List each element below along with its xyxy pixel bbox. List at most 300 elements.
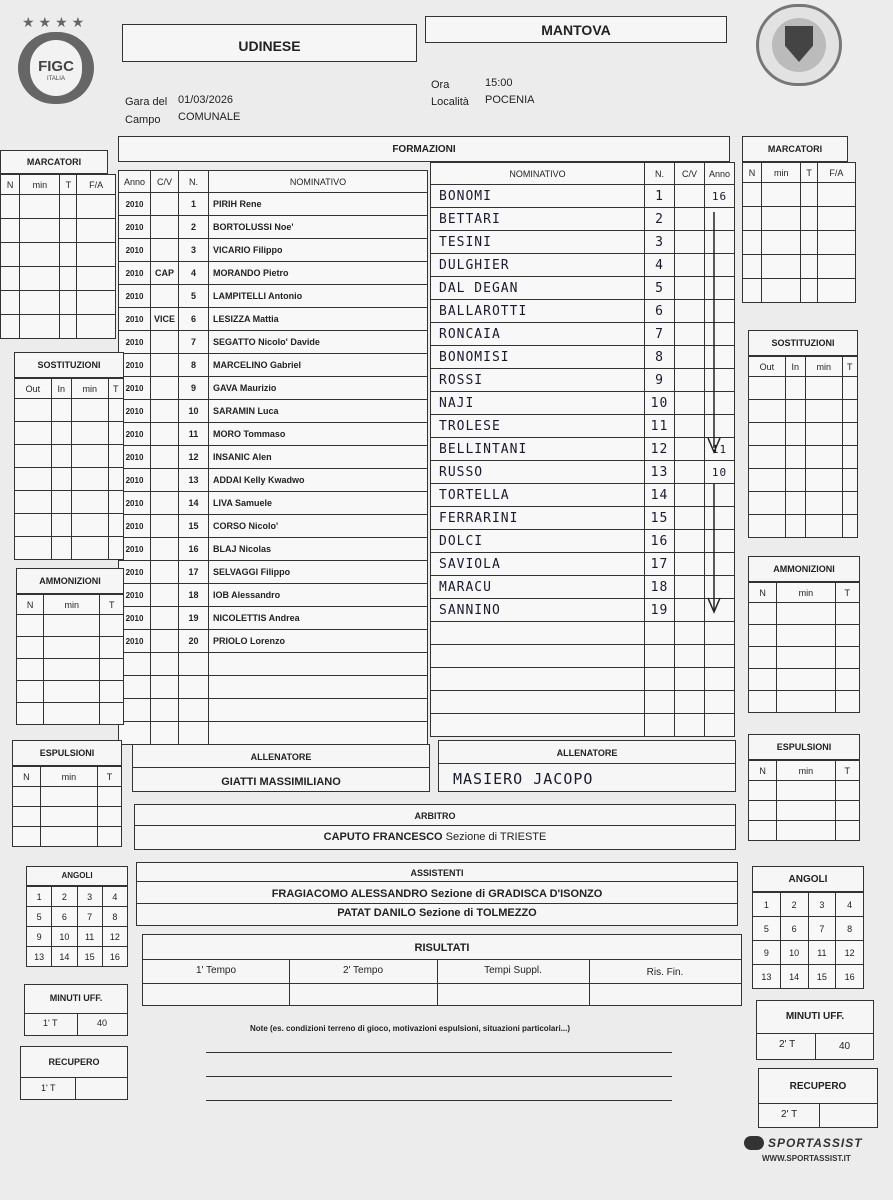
number-cell: 4 bbox=[179, 262, 209, 285]
col-header: Out bbox=[749, 357, 786, 377]
table-row bbox=[431, 668, 735, 691]
corner-cell: 13 bbox=[27, 947, 52, 967]
cv-cell bbox=[151, 492, 179, 515]
angoli-title: ANGOLI bbox=[788, 874, 828, 885]
cv-cell bbox=[151, 216, 179, 239]
table-row bbox=[431, 461, 735, 484]
sportassist-logo-icon bbox=[744, 1136, 764, 1150]
table-row bbox=[1, 219, 116, 243]
player-name-cell: MARACU bbox=[431, 576, 645, 599]
corner-cell: 7 bbox=[77, 907, 102, 927]
number-cell: 12 bbox=[179, 446, 209, 469]
away-team-name: MANTOVA bbox=[541, 22, 611, 38]
col-header: F/A bbox=[817, 163, 855, 183]
number-cell: 17 bbox=[645, 553, 675, 576]
number-cell: 18 bbox=[645, 576, 675, 599]
recupero-tempo: 2' T bbox=[781, 1109, 798, 1120]
formazioni-header bbox=[118, 136, 730, 162]
number-cell: 1 bbox=[645, 185, 675, 208]
col-header: T bbox=[108, 379, 123, 399]
anno-cell: 2010 bbox=[119, 423, 151, 446]
number-cell: 14 bbox=[179, 492, 209, 515]
col-header: min bbox=[44, 595, 100, 615]
table-row bbox=[119, 193, 428, 216]
table-row bbox=[119, 423, 428, 446]
number-cell: 15 bbox=[645, 507, 675, 530]
gara-value: 01/03/2026 bbox=[178, 94, 234, 106]
player-name-cell: LESIZZA Mattia bbox=[209, 308, 428, 331]
note-line bbox=[206, 1076, 672, 1077]
number-cell: 9 bbox=[179, 377, 209, 400]
table-row bbox=[17, 681, 124, 703]
marcatori-title: MARCATORI bbox=[767, 144, 823, 154]
figc-logo-text: FIGC bbox=[38, 58, 74, 75]
table-row bbox=[13, 827, 122, 847]
arrow-down-icon bbox=[700, 198, 730, 618]
number-cell: 13 bbox=[179, 469, 209, 492]
number-cell: 12 bbox=[645, 438, 675, 461]
player-name-cell: ROSSI bbox=[431, 369, 645, 392]
number-cell: 10 bbox=[179, 400, 209, 423]
anno-cell: 2010 bbox=[119, 584, 151, 607]
player-name-cell: NICOLETTIS Andrea bbox=[209, 607, 428, 630]
corner-cell: 14 bbox=[52, 947, 77, 967]
table-row bbox=[119, 331, 428, 354]
gara-label: Gara del bbox=[125, 96, 168, 108]
player-name-cell: SELVAGGI Filippo bbox=[209, 561, 428, 584]
table-row bbox=[27, 907, 128, 927]
cv-cell bbox=[151, 377, 179, 400]
marcatori-right-title-box bbox=[742, 136, 848, 162]
table-row bbox=[431, 277, 735, 300]
table-row bbox=[749, 377, 858, 400]
corner-cell: 15 bbox=[77, 947, 102, 967]
number-cell: 8 bbox=[645, 346, 675, 369]
col-header: min bbox=[777, 761, 835, 781]
assistente-1-name: FRAGIACOMO ALESSANDRO bbox=[271, 888, 428, 900]
espulsioni-right-table bbox=[748, 760, 860, 841]
ammonizioni-left-table bbox=[16, 594, 124, 725]
star-icons: ★★★★ bbox=[22, 14, 89, 30]
risultati-col-2: 2' Tempo bbox=[342, 965, 384, 976]
table-row bbox=[749, 446, 858, 469]
number-cell: 11 bbox=[645, 415, 675, 438]
player-name-cell: BONOMI bbox=[431, 185, 645, 208]
table-row bbox=[743, 207, 856, 231]
cv-cell bbox=[151, 607, 179, 630]
cv-cell bbox=[151, 354, 179, 377]
table-row bbox=[431, 231, 735, 254]
col-header: T bbox=[835, 761, 859, 781]
table-row bbox=[15, 445, 124, 468]
table-row bbox=[431, 553, 735, 576]
espulsioni-title: ESPULSIONI bbox=[39, 748, 95, 758]
cv-cell: VICE bbox=[151, 308, 179, 331]
table-row bbox=[13, 787, 122, 807]
minuti-uff-tempo: 1' T bbox=[43, 1018, 58, 1028]
col-header: min bbox=[777, 583, 835, 603]
player-name-cell: BELLINTANI bbox=[431, 438, 645, 461]
anno-cell: 16 bbox=[705, 185, 735, 208]
ammonizioni-right-table bbox=[748, 582, 860, 713]
col-cv: C/V bbox=[151, 171, 179, 193]
table-row bbox=[431, 484, 735, 507]
col-header: T bbox=[842, 357, 857, 377]
col-header: N bbox=[1, 175, 20, 195]
col-header: N bbox=[749, 761, 777, 781]
table-row bbox=[15, 468, 124, 491]
number-cell: 8 bbox=[179, 354, 209, 377]
table-row bbox=[431, 576, 735, 599]
table-row bbox=[431, 530, 735, 553]
number-cell: 7 bbox=[645, 323, 675, 346]
player-name-cell: MARCELINO Gabriel bbox=[209, 354, 428, 377]
sostituzioni-title: SOSTITUZIONI bbox=[37, 360, 101, 370]
player-name-cell: DULGHIER bbox=[431, 254, 645, 277]
anno-cell: 2010 bbox=[119, 308, 151, 331]
header-row bbox=[13, 767, 122, 787]
anno-cell: 11 bbox=[705, 438, 735, 461]
number-cell: 18 bbox=[179, 584, 209, 607]
number-cell: 20 bbox=[179, 630, 209, 653]
table-row bbox=[27, 887, 128, 907]
allenatore-label: ALLENATORE bbox=[556, 748, 618, 758]
number-cell: 16 bbox=[179, 538, 209, 561]
minuti-uff-title: MINUTI UFF. bbox=[785, 1011, 845, 1022]
table-row bbox=[119, 239, 428, 262]
col-header: T bbox=[100, 595, 124, 615]
header-row bbox=[743, 163, 856, 183]
player-name-cell: LAMPITELLI Antonio bbox=[209, 285, 428, 308]
minuti-uff-title: MINUTI UFF. bbox=[49, 993, 103, 1003]
anno-cell: 2010 bbox=[119, 354, 151, 377]
col-header: min bbox=[20, 175, 60, 195]
col-header: min bbox=[40, 767, 97, 787]
anno-cell: 2010 bbox=[119, 331, 151, 354]
table-row bbox=[119, 538, 428, 561]
number-cell: 10 bbox=[645, 392, 675, 415]
sostituzioni-left-table bbox=[14, 378, 124, 560]
table-row bbox=[431, 622, 735, 645]
table-row bbox=[431, 507, 735, 530]
number-cell: 17 bbox=[179, 561, 209, 584]
table-row bbox=[15, 491, 124, 514]
table-row bbox=[119, 515, 428, 538]
table-row bbox=[27, 947, 128, 967]
risultati-col-1: 1' Tempo bbox=[195, 965, 237, 976]
risultati-box bbox=[142, 934, 742, 1006]
away-coach-box bbox=[438, 740, 736, 792]
corner-cell: 2 bbox=[52, 887, 77, 907]
table-row bbox=[753, 965, 864, 989]
corner-cell: 3 bbox=[808, 893, 836, 917]
table-row bbox=[749, 400, 858, 423]
away-coach-name: MASIERO JACOPO bbox=[453, 770, 594, 788]
table-row bbox=[431, 691, 735, 714]
number-cell: 1 bbox=[179, 193, 209, 216]
col-n: N. bbox=[179, 171, 209, 193]
col-header: min bbox=[762, 163, 801, 183]
cv-cell: CAP bbox=[151, 262, 179, 285]
anno-cell: 2010 bbox=[119, 216, 151, 239]
angoli-title: ANGOLI bbox=[61, 871, 93, 880]
number-cell: 2 bbox=[645, 208, 675, 231]
table-row bbox=[431, 415, 735, 438]
table-row bbox=[119, 630, 428, 653]
corner-cell: 6 bbox=[52, 907, 77, 927]
recupero-tempo: 1' T bbox=[41, 1083, 56, 1093]
player-name-cell: PRIOLO Lorenzo bbox=[209, 630, 428, 653]
table-row bbox=[431, 300, 735, 323]
anno-cell: 2010 bbox=[119, 561, 151, 584]
table-row bbox=[119, 262, 428, 285]
corner-cell: 2 bbox=[780, 893, 808, 917]
marcatori-left-title-box bbox=[0, 150, 108, 174]
number-cell: 5 bbox=[645, 277, 675, 300]
espulsioni-right-title-box bbox=[748, 734, 860, 760]
player-name-cell: NAJI bbox=[431, 392, 645, 415]
table-row bbox=[119, 216, 428, 239]
angoli-right-table bbox=[752, 892, 864, 989]
home-coach-name: GIATTI MASSIMILIANO bbox=[221, 776, 341, 788]
col-anno: Anno bbox=[705, 163, 735, 185]
anno-cell: 2010 bbox=[119, 400, 151, 423]
risultati-title: RISULTATI bbox=[414, 942, 470, 954]
table-row bbox=[17, 659, 124, 681]
table-row bbox=[1, 195, 116, 219]
player-name-cell: INSANIC Alen bbox=[209, 446, 428, 469]
angoli-left-table bbox=[26, 886, 128, 967]
table-row bbox=[27, 927, 128, 947]
player-name-cell: RONCAIA bbox=[431, 323, 645, 346]
corner-cell: 1 bbox=[753, 893, 781, 917]
table-row bbox=[1, 267, 116, 291]
corner-cell: 12 bbox=[102, 927, 127, 947]
table-row bbox=[431, 208, 735, 231]
number-cell: 4 bbox=[645, 254, 675, 277]
assistenti-box bbox=[136, 862, 738, 926]
col-nominativo: NOMINATIVO bbox=[209, 171, 428, 193]
assistenti-title: ASSISTENTI bbox=[410, 868, 464, 878]
header-row bbox=[15, 379, 124, 399]
corner-cell: 4 bbox=[102, 887, 127, 907]
ammonizioni-right-title-box bbox=[748, 556, 860, 582]
number-cell: 19 bbox=[645, 599, 675, 622]
table-row bbox=[753, 893, 864, 917]
table-row bbox=[1, 315, 116, 339]
formazioni-title: FORMAZIONI bbox=[392, 144, 456, 155]
corner-cell: 9 bbox=[753, 941, 781, 965]
player-name-cell: TORTELLA bbox=[431, 484, 645, 507]
away-lineup-table bbox=[430, 162, 735, 737]
anno-cell: 10 bbox=[705, 461, 735, 484]
table-row bbox=[15, 514, 124, 537]
assistente-1-sezione: Sezione di GRADISCA D'ISONZO bbox=[430, 888, 603, 900]
espulsioni-left-table bbox=[12, 766, 122, 847]
campo-label: Campo bbox=[125, 114, 161, 126]
table-row bbox=[749, 492, 858, 515]
player-name-cell: SEGATTO Nicolo' Davide bbox=[209, 331, 428, 354]
col-header: T bbox=[97, 767, 121, 787]
risultati-col-4: Ris. Fin. bbox=[646, 967, 684, 978]
ammonizioni-title: AMMONIZIONI bbox=[39, 576, 101, 586]
anno-cell: 2010 bbox=[119, 469, 151, 492]
table-row bbox=[119, 676, 428, 699]
col-header: T bbox=[60, 175, 77, 195]
corner-cell: 12 bbox=[836, 941, 864, 965]
number-cell: 6 bbox=[645, 300, 675, 323]
player-name-cell: SAVIOLA bbox=[431, 553, 645, 576]
table-row bbox=[15, 399, 124, 422]
number-cell: 3 bbox=[645, 231, 675, 254]
allenatore-label: ALLENATORE bbox=[250, 752, 312, 762]
player-name-cell: DAL DEGAN bbox=[431, 277, 645, 300]
header-row bbox=[749, 761, 860, 781]
recupero-right-box bbox=[758, 1068, 878, 1128]
player-name-cell: BALLAROTTI bbox=[431, 300, 645, 323]
table-row bbox=[743, 231, 856, 255]
table-row bbox=[749, 423, 858, 446]
arbitro-title: ARBITRO bbox=[414, 811, 456, 821]
figc-logo-subtext: ITALIA bbox=[47, 76, 65, 82]
player-name-cell: TESINI bbox=[431, 231, 645, 254]
col-anno: Anno bbox=[119, 171, 151, 193]
player-name-cell: ADDAI Kelly Kwadwo bbox=[209, 469, 428, 492]
table-row bbox=[749, 603, 860, 625]
table-row bbox=[13, 807, 122, 827]
col-header: In bbox=[785, 357, 805, 377]
corner-cell: 14 bbox=[780, 965, 808, 989]
number-cell: 11 bbox=[179, 423, 209, 446]
col-header: Out bbox=[15, 379, 52, 399]
cv-cell bbox=[151, 515, 179, 538]
number-cell: 9 bbox=[645, 369, 675, 392]
cv-cell bbox=[151, 469, 179, 492]
player-name-cell: SARAMIN Luca bbox=[209, 400, 428, 423]
angoli-left-title-box bbox=[26, 866, 128, 886]
col-n: N. bbox=[645, 163, 675, 185]
number-cell: 6 bbox=[179, 308, 209, 331]
udinese-crest bbox=[752, 2, 848, 88]
player-name-cell: BLAJ Nicolas bbox=[209, 538, 428, 561]
anno-cell: 2010 bbox=[119, 538, 151, 561]
table-row bbox=[431, 714, 735, 737]
cv-cell bbox=[151, 446, 179, 469]
table-row bbox=[1, 291, 116, 315]
header-row bbox=[1, 175, 116, 195]
minuti-uff-tempo: 2' T bbox=[779, 1039, 796, 1050]
home-lineup-table bbox=[118, 170, 428, 745]
table-row bbox=[119, 561, 428, 584]
sostituzioni-right-title-box bbox=[748, 330, 858, 356]
brand-name: SPORTASSIST bbox=[768, 1136, 863, 1150]
marcatori-left-table bbox=[0, 174, 116, 339]
localita-value: POCENIA bbox=[485, 94, 535, 106]
anno-cell: 2010 bbox=[119, 607, 151, 630]
corner-cell: 10 bbox=[780, 941, 808, 965]
espulsioni-left-title-box bbox=[12, 740, 122, 766]
player-name-cell: BETTARI bbox=[431, 208, 645, 231]
number-cell: 2 bbox=[179, 216, 209, 239]
cv-cell bbox=[151, 331, 179, 354]
corner-cell: 7 bbox=[808, 917, 836, 941]
table-row bbox=[431, 438, 735, 461]
table-row bbox=[15, 537, 124, 560]
corner-cell: 11 bbox=[77, 927, 102, 947]
localita-label: Località bbox=[431, 96, 469, 108]
recupero-title: RECUPERO bbox=[789, 1081, 847, 1092]
player-name-cell: MORANDO Pietro bbox=[209, 262, 428, 285]
player-name-cell: BONOMISI bbox=[431, 346, 645, 369]
corner-cell: 5 bbox=[753, 917, 781, 941]
table-row bbox=[431, 346, 735, 369]
player-name-cell: PIRIH Rene bbox=[209, 193, 428, 216]
home-team-box bbox=[122, 24, 417, 62]
risultati-col-3: Tempi Suppl. bbox=[484, 965, 542, 976]
table-row bbox=[749, 469, 858, 492]
cv-cell bbox=[151, 630, 179, 653]
table-row bbox=[119, 653, 428, 676]
col-header: T bbox=[801, 163, 817, 183]
number-cell: 14 bbox=[645, 484, 675, 507]
table-row bbox=[119, 492, 428, 515]
minuti-uff-value: 40 bbox=[839, 1041, 851, 1052]
minuti-uff-left-box bbox=[24, 984, 128, 1036]
sostituzioni-right-table bbox=[748, 356, 858, 538]
campo-value: COMUNALE bbox=[178, 111, 241, 123]
table-row bbox=[431, 254, 735, 277]
number-cell: 5 bbox=[179, 285, 209, 308]
player-name-cell: FERRARINI bbox=[431, 507, 645, 530]
corner-cell: 15 bbox=[808, 965, 836, 989]
table-row bbox=[431, 599, 735, 622]
player-name-cell: TROLESE bbox=[431, 415, 645, 438]
anno-cell: 2010 bbox=[119, 193, 151, 216]
cv-cell bbox=[151, 561, 179, 584]
col-header: min bbox=[71, 379, 108, 399]
anno-cell: 2010 bbox=[119, 239, 151, 262]
cv-cell bbox=[151, 239, 179, 262]
anno-cell: 2010 bbox=[119, 446, 151, 469]
corner-cell: 3 bbox=[77, 887, 102, 907]
number-cell: 19 bbox=[179, 607, 209, 630]
minuti-uff-right-box bbox=[756, 1000, 874, 1060]
table-row bbox=[119, 699, 428, 722]
table-row bbox=[749, 821, 860, 841]
assistente-2-name: PATAT DANILO bbox=[337, 907, 416, 919]
table-row bbox=[119, 469, 428, 492]
note-line bbox=[206, 1100, 672, 1101]
home-team-name: UDINESE bbox=[238, 38, 301, 54]
anno-cell: 2010 bbox=[119, 492, 151, 515]
number-cell: 15 bbox=[179, 515, 209, 538]
angoli-right-title-box bbox=[752, 866, 864, 892]
anno-cell: 2010 bbox=[119, 377, 151, 400]
cv-cell bbox=[151, 538, 179, 561]
table-row bbox=[119, 377, 428, 400]
brand-url: WWW.SPORTASSIST.IT bbox=[762, 1154, 851, 1163]
table-row bbox=[15, 422, 124, 445]
anno-cell: 2010 bbox=[119, 285, 151, 308]
home-coach-box bbox=[132, 744, 430, 792]
player-name-cell: VICARIO Filippo bbox=[209, 239, 428, 262]
arbitro-name: CAPUTO FRANCESCO bbox=[323, 831, 443, 843]
table-row bbox=[119, 446, 428, 469]
recupero-left-box bbox=[20, 1046, 128, 1100]
table-row bbox=[119, 285, 428, 308]
anno-cell: 2010 bbox=[119, 262, 151, 285]
col-header: min bbox=[805, 357, 842, 377]
